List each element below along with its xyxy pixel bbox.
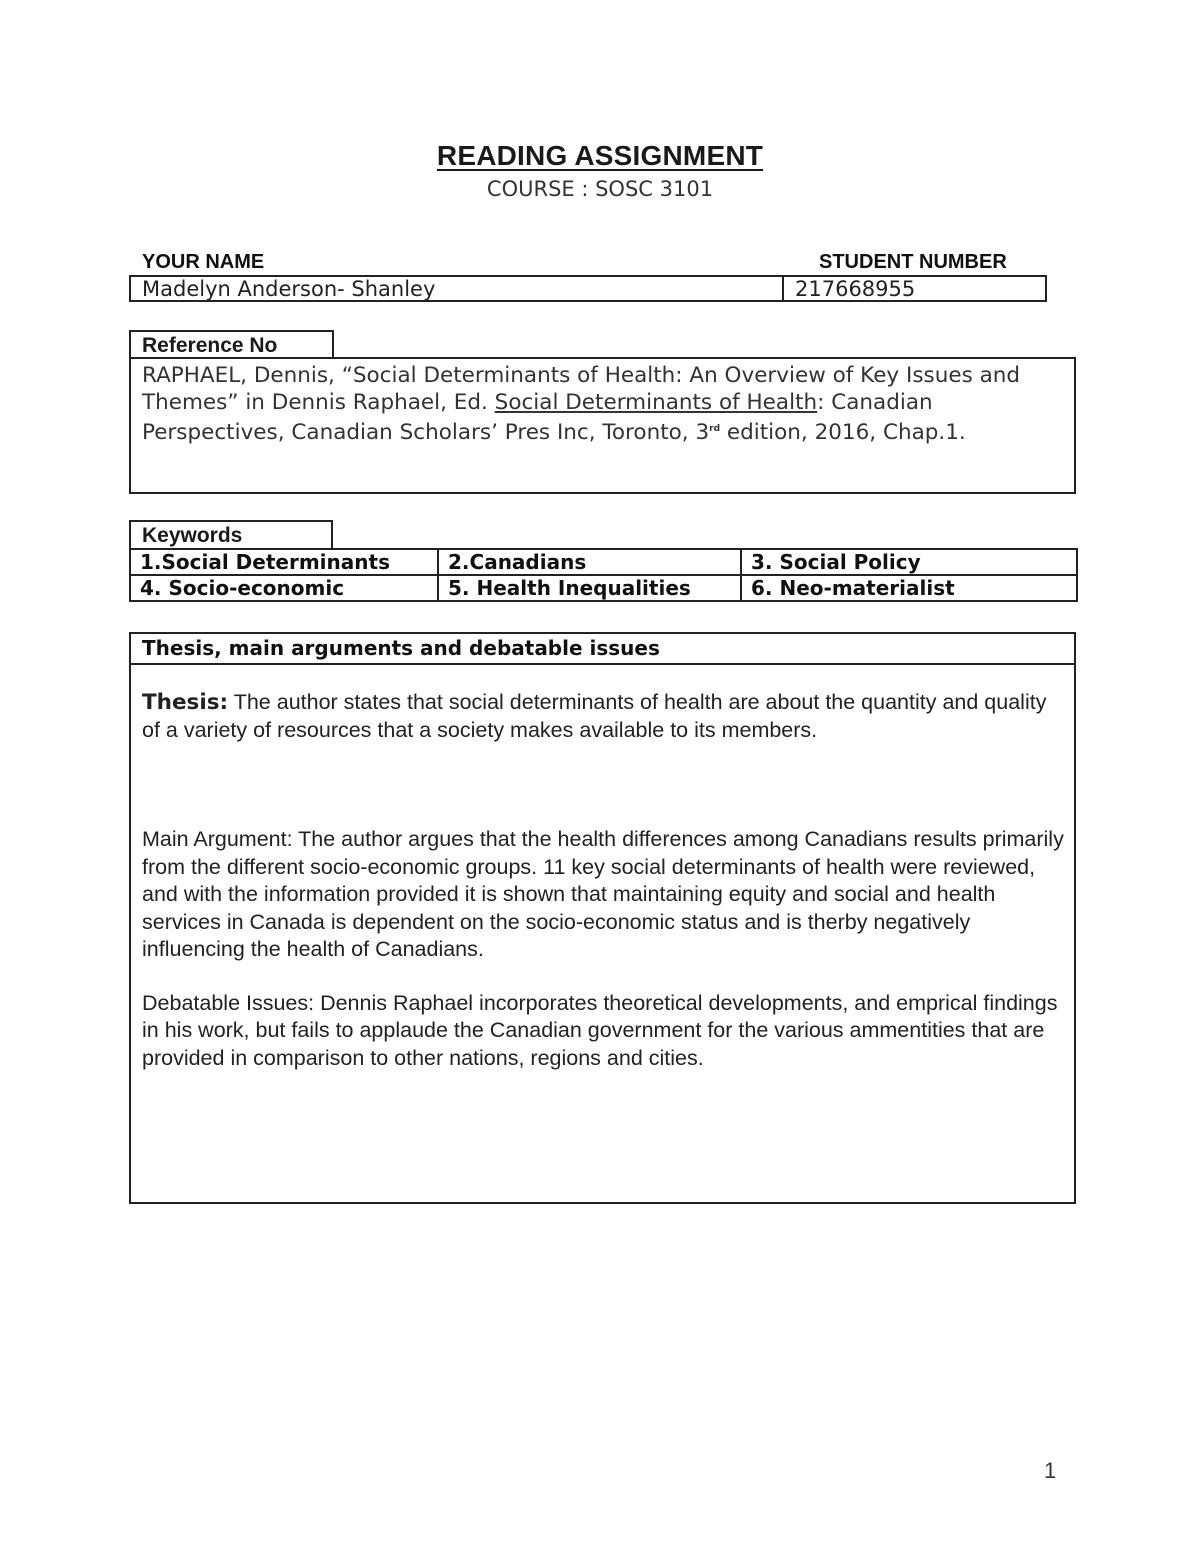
reference-superscript: rd — [709, 424, 721, 434]
page-title-text: READING ASSIGNMENT — [436, 140, 764, 171]
course-code: COURSE : SOSC 3101 — [486, 177, 714, 201]
debatable-issues-paragraph: Debatable Issues: Dennis Raphael incorporates theoretical developments, and emprical findings in his work, but fails to applaude the Canadian government for the various ammentities that are provided in comparison to other nations, regions and cities. — [142, 990, 1058, 1070]
thesis-section-heading: Thesis, main arguments and debatable issues — [131, 634, 1074, 665]
thesis-text-area[interactable] — [131, 665, 1074, 1072]
your-name-label: YOUR NAME — [142, 251, 265, 273]
keywords-row — [130, 549, 1077, 575]
keyword-cell[interactable]: 3. Social Policy — [741, 549, 1077, 575]
reference-text-part2: : Canadian Perspectives, Canadian Scholars’ Pres Inc, Toronto, 3 — [142, 390, 933, 445]
reference-book-title: Social Determinants of Health — [494, 390, 818, 415]
reference-box[interactable] — [129, 357, 1076, 494]
keyword-cell[interactable]: 5. Health Inequalities — [438, 575, 741, 601]
keywords-table — [129, 548, 1078, 602]
keyword-cell[interactable]: 1.Social Determinants — [130, 549, 438, 575]
thesis-label: Thesis: — [142, 690, 229, 715]
student-info-row — [129, 275, 1047, 302]
student-number-field[interactable]: 217668955 — [795, 277, 916, 301]
student-number-label: STUDENT NUMBER — [819, 251, 1007, 273]
keyword-cell[interactable]: 2.Canadians — [438, 549, 741, 575]
thesis-text: The author states that social determinants of health are about the quantity and quality of a variety of resources that a society makes available to its members. — [142, 690, 1047, 742]
page-number: 1 — [1044, 1458, 1057, 1483]
page-title — [0, 140, 1200, 172]
reference-text-part3: edition, 2016, Chap.1. — [720, 420, 966, 445]
keyword-cell[interactable]: 4. Socio-economic — [130, 575, 438, 601]
reference-no-label: Reference No — [129, 330, 334, 358]
thesis-section — [129, 632, 1076, 1204]
keyword-cell[interactable]: 6. Neo-materialist — [741, 575, 1077, 601]
student-name-field[interactable]: Madelyn Anderson- Shanley — [131, 277, 784, 300]
keywords-label: Keywords — [129, 520, 333, 549]
keywords-row — [130, 575, 1077, 601]
thesis-paragraph — [142, 689, 1064, 744]
reference-text-part1: RAPHAEL, Dennis, “Social Determinants of Health: An Overview of Key Issues and Themes” in Dennis Raphael, Ed. — [142, 363, 1021, 415]
main-argument-paragraph: Main Argument: The author argues that the health differences among Canadians results primarily from the different socio-economic groups. 11 key social determinants of health were reviewed, and with the information provided it is shown that maintaining equity and social and health services in Canada is dependent on the socio-economic status and is therby negatively influencing the health of Canadians. — [142, 827, 1064, 961]
